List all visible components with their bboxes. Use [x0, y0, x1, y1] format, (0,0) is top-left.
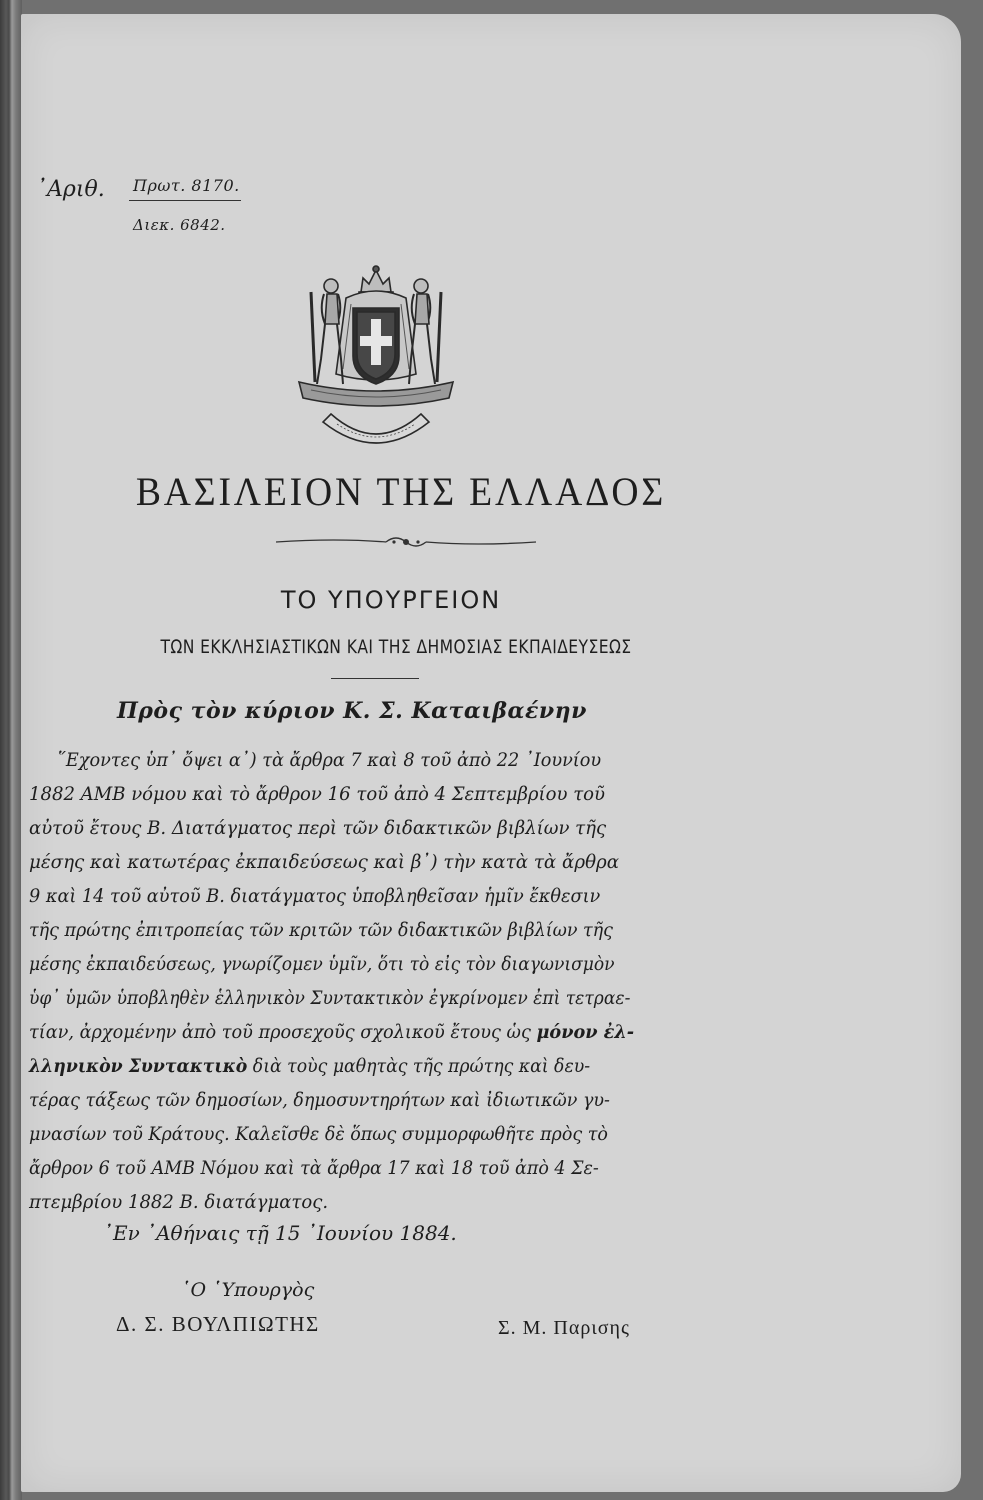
emphasis-text: λληνικὸν Συντακτικὸ [29, 1055, 248, 1077]
dispatch-number: Διεκ. 6842. [133, 216, 226, 234]
coat-of-arms-icon [291, 264, 461, 459]
body-line-with-emphasis [29, 1052, 590, 1080]
dateline: ᾿Εν ᾿Αθήναις τῇ 15 ᾿Ιουνίου 1884. [103, 1221, 457, 1245]
kingdom-title: ΒΑΣΙΛΕΙΟΝ ΤΗΣ ΕΛΛΑΔΟΣ [135, 469, 667, 514]
body-line: 9 καὶ 14 τοῦ αὐτοῦ Β. διατάγματος ὑποβληθεῖσαν ἡμῖν ἔκθεσιν [29, 885, 601, 907]
reference-divider [129, 200, 241, 201]
body-line: αὐτοῦ ἔτους Β. Διατάγματος περὶ τῶν διδακτικῶν βιβλίων τῆς [29, 817, 607, 839]
body-line: τῆς πρώτης ἐπιτροπείας τῶν κριτῶν τῶν διδακτικῶν βιβλίων τῆς [29, 919, 613, 941]
ministry-full-name: ΤΩΝ ΕΚΚΛΗΣΙΑΣΤΙΚΩΝ ΚΑΙ ΤΗΣ ΔΗΜΟΣΙΑΣ ΕΚΠΑΙΔΕΥΣΕΩΣ [160, 636, 632, 658]
body-line: μέσης καὶ κατωτέρας ἐκπαιδεύσεως καὶ β᾿) τὴν κατὰ τὰ ἄρθρα [29, 851, 620, 873]
document-sheet [21, 14, 961, 1492]
secretary-signature: Σ. Μ. Παρισης [498, 1317, 630, 1339]
body-line: ὑφ᾿ ὑμῶν ὑποβληθὲν ἑλληνικὸν Συντακτικὸν ἐγκρίνομεν ἐπὶ τετραε- [29, 987, 631, 1009]
reference-label: ᾿Αριθ. [36, 177, 105, 202]
ornament-divider-icon [276, 532, 536, 552]
minister-signature: Δ. Σ. ΒΟΥΛΠΙΩΤΗΣ [116, 1312, 320, 1336]
body-line-text: διὰ τοὺς μαθητὰς τῆς πρώτης καὶ δευ- [247, 1055, 591, 1077]
book-binding-edge [0, 0, 22, 1500]
ministry-divider [331, 678, 419, 679]
body-line: ῞Εχοντες ὑπ᾿ ὄψει α᾿) τὰ ἄρθρα 7 καὶ 8 τοῦ ἀπὸ 22 ᾿Ιουνίου [57, 749, 602, 771]
body-line: ἄρθρον 6 τοῦ ΑΜΒ Νόμου καὶ τὰ ἄρθρα 17 καὶ 18 τοῦ ἀπὸ 4 Σε- [29, 1157, 599, 1179]
addressee-heading: Πρὸς τὸν κύριον Κ. Σ. Καταιβαένην [117, 698, 587, 724]
body-line: μνασίων τοῦ Κράτους. Καλεῖσθε δὲ ὅπως συμμορφωθῆτε πρὸς τὸ [29, 1123, 608, 1145]
body-line: 1882 ΑΜΒ νόμου καὶ τὸ ἄρθρον 16 τοῦ ἀπὸ 4 Σεπτεμβρίου τοῦ [29, 783, 606, 805]
body-line-with-emphasis [29, 1018, 634, 1046]
ministry-title: ΤΟ ΥΠΟΥΡΓΕΙΟΝ [280, 586, 502, 614]
body-line: μέσης ἐκπαιδεύσεως, γνωρίζομεν ὑμῖν, ὅτι τὸ εἰς τὸν διαγωνισμὸν [29, 953, 615, 975]
minister-title: ῾Ο ῾Υπουργὸς [181, 1279, 315, 1301]
emphasis-text: μόνον ἐλ- [536, 1021, 635, 1043]
body-line: τέρας τάξεως τῶν δημοσίων, δημοσυντηρήτων καὶ ἰδιωτικῶν γυ- [29, 1089, 610, 1111]
protocol-number: Πρωτ. 8170. [133, 176, 240, 195]
body-line-text: τίαν, ἀρχομένην ἀπὸ τοῦ προσεχοῦς σχολικοῦ ἔτους ὡς [29, 1021, 531, 1043]
body-line: πτεμβρίου 1882 Β. διατάγματος. [29, 1191, 329, 1213]
